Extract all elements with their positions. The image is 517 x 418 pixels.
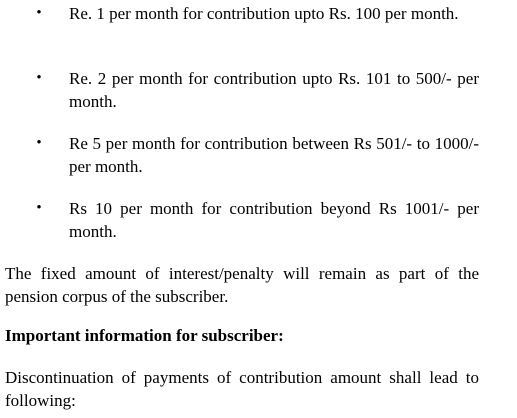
bullet-text: Rs 10 per month for contribution beyond Rs 1001/- per month. [69, 199, 479, 241]
bullet-icon: • [36, 70, 42, 86]
list-item [0, 197, 517, 262]
bullet-text: Re. 2 per month for contribution upto Rs. 101 to 500/- per month. [69, 69, 479, 111]
bullet-icon: • [36, 135, 42, 151]
list-item [0, 67, 517, 132]
bullet-icon: • [36, 5, 42, 21]
bullet-icon: • [36, 200, 42, 216]
fixed-amount-paragraph: The fixed amount of interest/penalty will remain as part of the pension corpus of the subscriber. [5, 264, 479, 306]
discontinuation-paragraph: Discontinuation of payments of contribution amount shall lead to following: [5, 368, 479, 410]
list-item [0, 2, 517, 67]
penalty-bullet-list [0, 2, 517, 262]
list-item [0, 132, 517, 197]
bullet-text: Re. 1 per month for contribution upto Rs. 100 per month. [69, 4, 459, 23]
important-info-heading: Important information for subscriber: [5, 326, 284, 345]
bullet-text: Re 5 per month for contribution between Rs 501/- to 1000/- per month. [69, 134, 479, 176]
